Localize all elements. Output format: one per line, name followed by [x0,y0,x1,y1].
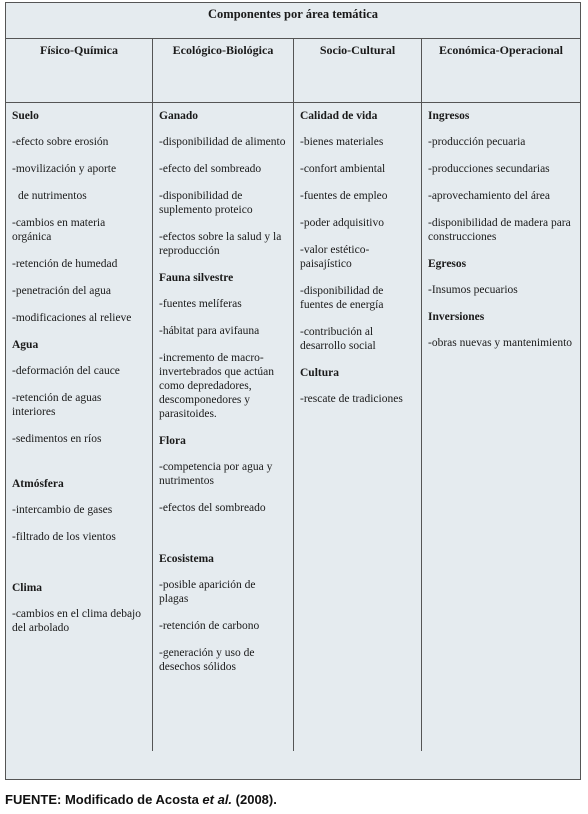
list-item: -contribución al desarrollo social [300,326,376,352]
section-heading: Inversiones [428,311,485,323]
list-item: -efectos del sombreado [159,502,266,514]
column-socio-cultural [294,39,422,751]
section-heading: Ecosistema [159,553,214,565]
list-item: -retención de aguas interiores [12,392,102,418]
list-item: -retención de carbono [159,620,260,632]
list-item: -sedimentos en ríos [12,433,102,445]
list-item: -fuentes melíferas [159,298,242,310]
list-item: -cambios en el clima debajo del arbolado [12,608,142,634]
list-item: -poder adquisitivo [300,217,384,229]
list-item: de nutrimentos [18,190,87,202]
list-item: -bienes materiales [300,136,384,148]
list-item: -retención de humedad [12,258,118,270]
list-item: -producciones secundarias [428,163,550,175]
column-header: Económica-Operacional [422,39,580,103]
section-heading: Flora [159,435,186,447]
section-heading: Fauna silvestre [159,272,234,284]
section-heading: Cultura [300,367,339,379]
section-heading: Agua [12,339,39,351]
list-item: -incremento de macro-invertebrados que actúan como depredadores, descomponedores y parasitoides. [159,352,274,420]
list-item: -generación y uso de desechos sólidos [159,647,255,673]
list-item: -disponibilidad de fuentes de energía [300,285,384,311]
list-item: -competencia por agua y nutrimentos [159,461,273,487]
list-item: -intercambio de gases [12,504,113,516]
table-title: Componentes por área temática [6,3,580,39]
list-item: -filtrado de los vientos [12,531,116,543]
list-item: -disponibilidad de suplemento proteico [159,190,253,216]
source-caption [5,792,277,807]
list-item: -efectos sobre la salud y la reproducción [159,231,282,257]
list-item: -confort ambiental [300,163,386,175]
list-item: -deformación del cauce [12,365,120,377]
list-item: -posible aparición de plagas [159,579,256,605]
list-item: -efecto sobre erosión [12,136,109,148]
column-economica-operacional [422,39,580,751]
column-header: Ecológico-Biológica [153,39,293,103]
section-heading: Suelo [12,110,39,122]
list-item: -rescate de tradiciones [300,393,403,405]
list-item: -valor estético-paisajístico [300,244,370,270]
list-item: -penetración del agua [12,285,111,297]
column-fisico-quimica [6,39,153,751]
column-header: Físico-Química [6,39,152,103]
source-prefix: FUENTE: Modificado de Acosta [5,792,203,807]
list-item: -fuentes de empleo [300,190,388,202]
list-item: -movilización y aporte [12,163,117,175]
list-item: -hábitat para avifauna [159,325,260,337]
section-heading: Atmósfera [12,478,64,490]
section-heading: Egresos [428,258,467,270]
list-item: -aprovechamiento del área [428,190,550,202]
list-item: -disponibilidad de alimento [159,136,286,148]
section-heading: Ganado [159,110,198,122]
list-item: -modificaciones al relieve [12,312,132,324]
list-item: -obras nuevas y mantenimiento [428,337,573,349]
themes-table [5,2,581,780]
source-italic: et al. [202,792,233,807]
column-ecologico-biologica [153,39,294,751]
list-item: -producción pecuaria [428,136,526,148]
column-header: Socio-Cultural [294,39,421,103]
list-item: -disponibilidad de madera para construcciones [428,217,571,243]
list-item: -efecto del sombreado [159,163,262,175]
section-heading: Calidad de vida [300,110,378,122]
section-heading: Ingresos [428,110,470,122]
list-item: -Insumos pecuarios [428,284,518,296]
source-suffix: (2008). [232,792,277,807]
list-item: -cambios en materia orgánica [12,217,106,243]
section-heading: Clima [12,582,43,594]
